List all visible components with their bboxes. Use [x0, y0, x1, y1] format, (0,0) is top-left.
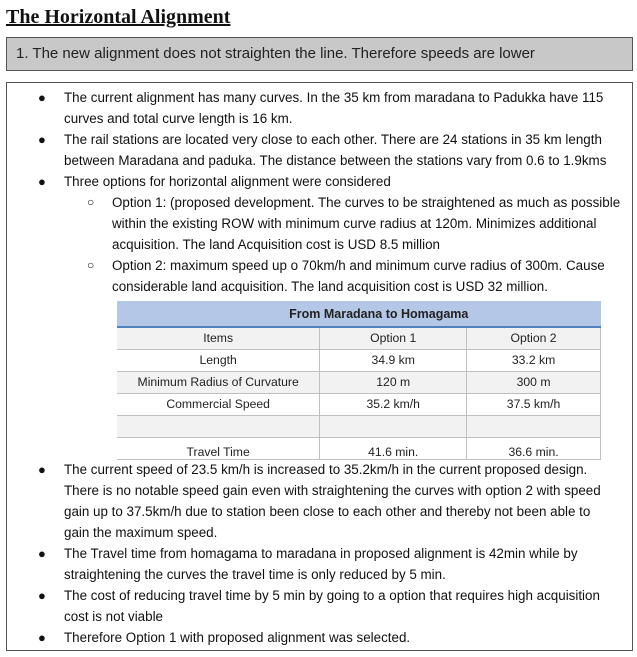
bullet-icon: ● — [38, 174, 46, 189]
bullet-icon: ● — [38, 90, 46, 105]
section-heading: 1. The new alignment does not straighten the line. Therefore speeds are lower — [6, 37, 633, 71]
bullet-icon: ● — [38, 630, 46, 645]
bullet-icon: ● — [38, 132, 46, 147]
table-row: Length 34.9 km 33.2 km — [117, 349, 601, 371]
comparison-table — [117, 301, 601, 460]
table-header: From Maradana to Homagama — [117, 301, 601, 327]
bullet-icon: ● — [38, 546, 46, 561]
table-row: Commercial Speed 35.2 km/h 37.5 km/h — [117, 393, 601, 415]
circle-bullet-icon: ○ — [87, 258, 95, 272]
table-row — [117, 415, 601, 437]
circle-bullet-icon: ○ — [87, 195, 95, 209]
bullet-icon: ● — [38, 462, 46, 477]
content-box: ● The current alignment has many curves. In the 35 km from maradana to Padukka have 115 curves and total curve length is 16 km. ● The rail stations are located very close to each other. There are 24 stations in 35 km length between Maradana and paduka. The distance between the stations vary from 0.6 to 1.9kms ● Three options for horizontal alignment were considered ○ Option 1: (proposed development. The curves to be straightened as much as possible within the existing ROW with minimum curve radius at 120m. Minimizes additional acquisition. The land Acquisition cost is USD 8.5 million ○ Option 2: maximum speed up o 70km/h and minimum curve radius of 300m. Cause considerable land acquisition. The land acquisition cost is USD 32 million. From Maradana to Homagama Items Option 1 Option 2 Length 34.9 km 33.2 km Minimum Radius of Curvature 120 m 300 m Commercial Speed 35.2 km/h 37.5 km/h Travel Time 41.6 min. 36.6 min. ● The current speed of 23.5 km/h is increased to 35.2km/h in the current proposed design. There is no notable speed gain even with straightening the curves with option 2 with speed gain up to 37.5km/h due to station been close to each other and thereby not been able to gain the maximum speed. ● The Travel time from homagama to maradana in proposed alignment is 42min while by straightening the curves the travel time is only reduced by 5 min. ● The cost of reducing travel time by 5 min by going to a option that requires high acquisition cost is not viable ● Therefore Option 1 with proposed alignment was selected. — [6, 82, 633, 651]
table-row: Items Option 1 Option 2 — [117, 327, 601, 349]
bullet-icon: ● — [38, 588, 46, 603]
table-row: Minimum Radius of Curvature 120 m 300 m — [117, 371, 601, 393]
page-title: The Horizontal Alignment — [6, 6, 231, 28]
table-row: Travel Time 41.6 min. 36.6 min. — [117, 437, 601, 459]
